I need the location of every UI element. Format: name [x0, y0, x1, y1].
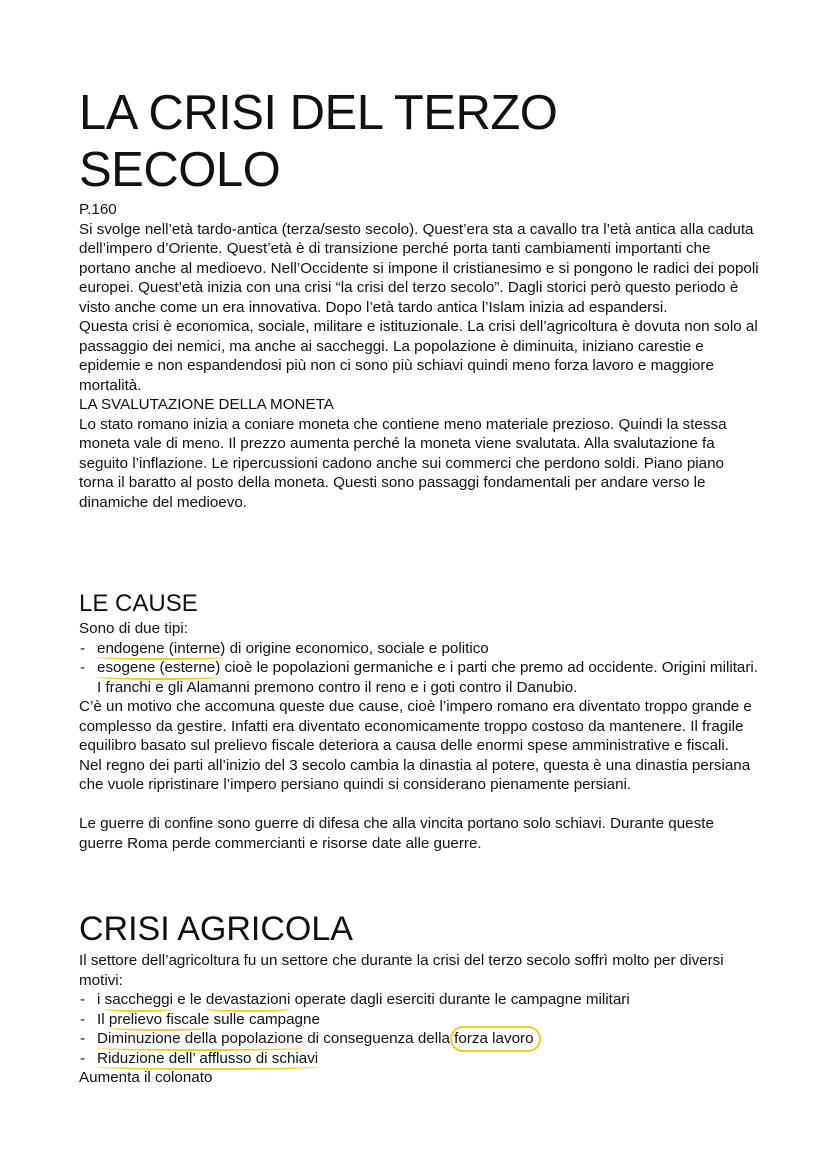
intro-section	[79, 200, 759, 512]
cause-list	[79, 639, 759, 698]
cause-section	[79, 619, 759, 853]
list-item	[79, 1029, 759, 1049]
heading-crisi-agricola: CRISI AGRICOLA	[79, 910, 353, 948]
list-item	[79, 990, 759, 1010]
circled-forza-lavoro: forza lavoro	[454, 1030, 534, 1047]
page-reference: P.160	[79, 201, 117, 218]
list-item	[79, 1010, 759, 1030]
intro-paragraph-2: Questa crisi è economica, sociale, militare e istituzionale. La crisi dell’agricoltura è dovuta non solo al passaggio dei nemici, ma anche ai saccheggi. La popolazione è diminuita, iniziano carestie e epidemie e non espandendosi più non ci sono più schiavi quindi meno forza lavoro e maggiore mortalità.	[79, 318, 758, 394]
list-text: operate dagli eserciti durante le campagne militari	[290, 991, 630, 1008]
title-line-1: LA CRISI DEL TERZO	[79, 86, 558, 140]
highlight-diminuzione: Diminuzione della popolazione	[97, 1030, 304, 1047]
heading-le-cause: LE CAUSE	[79, 590, 198, 617]
list-text: di conseguenza della	[303, 1030, 455, 1047]
intro-paragraph-3: Lo stato romano inizia a coniare moneta che contiene meno materiale prezioso. Quindi la stessa moneta vale di meno. Il prezzo aumenta perché la moneta viene svalutata. Alla svalutazione fa seguito l’inflazione. Le ripercussioni cadono anche sui commerci che perdono soldi. Piano piano torna il baratto al posto della moneta. Questi sono passaggi fondamentali per andare verso le dinamiche del medioevo.	[79, 415, 727, 511]
cause-lead: Sono di due tipi:	[79, 620, 188, 637]
list-item-text: di origine economico, sociale e politico	[225, 639, 489, 657]
list-text: sulle campagne	[209, 1010, 320, 1028]
agricola-closing: Aumenta il colonato	[79, 1069, 213, 1086]
intro-paragraph-1: Si svolge nell’età tardo-antica (terza/sesto secolo). Quest’era sta a cavallo tra l’età antica alla caduta dell’impero d’Oriente. Quest’età è di transizione perché porta tanti cambiamenti importanti che portano anche al medioevo. Nell’Occidente si impone il cristianesimo e si pongono le radici dei popoli europei. Quest’età inizia con una crisi “la crisi del terzo secolo”. Dagli storici però questo periodo è visto anche come un era innovativa. Dopo l’età tardo antica l’Islam inizia ad espandersi.	[79, 220, 759, 316]
agricola-section	[79, 951, 759, 1088]
highlight-endogene: endogene (interne)	[97, 639, 226, 657]
list-text: Il	[97, 1010, 109, 1028]
subheading-svalutazione: LA SVALUTAZIONE DELLA MONETA	[79, 396, 334, 413]
cause-paragraph-2: Nel regno dei parti all’inizio del 3 secolo cambia la dinastia al potere, questa è una dinastia persiana che vuole ripristinare l’impero persiano quindi si considerano pienamente persiani.	[79, 756, 751, 793]
highlight-saccheggi: saccheggi	[104, 991, 173, 1008]
highlight-esogene: esogene (esterne)	[97, 659, 221, 676]
cause-paragraph-1: C’è un motivo che accomuna queste due cause, cioè l’impero romano era diventato troppo grande e complesso da gestire. Infatti era diventato economicamente troppo costoso da mantenere. Il fragile equilibro basato sul prelievo fiscale deteriora a causa delle enormi spese amministrative e fiscali.	[79, 698, 752, 754]
cause-paragraph-3: Le guerre di confine sono guerre di difesa che alla vincita portano solo schiavi. Durante queste guerre Roma perde commercianti e risorse date alle guerre.	[79, 815, 714, 852]
title-line-2: SECOLO	[79, 143, 281, 197]
highlight-prelievo-fiscale: prelievo fiscale	[108, 1010, 210, 1028]
list-item	[79, 658, 759, 697]
list-text: e le	[172, 991, 206, 1008]
highlight-devastazioni: devastazioni	[205, 991, 291, 1008]
list-item	[79, 639, 759, 659]
agricola-lead: Il settore dell’agricoltura fu un settore che durante la crisi del terzo secolo soffrì molto per diversi motivi:	[79, 952, 724, 989]
list-text: i	[97, 991, 105, 1008]
agricola-list	[79, 990, 759, 1068]
list-item	[79, 1049, 759, 1069]
highlight-riduzione: Riduzione dell’ afflusso di schiavi	[97, 1049, 319, 1067]
page-title	[79, 85, 759, 199]
list-item-text: cioè le popolazioni germaniche e i parti che premo ad occidente. Origini militari. I franchi e gli Alamanni premono contro il reno e i goti contro il Danubio.	[97, 659, 759, 696]
